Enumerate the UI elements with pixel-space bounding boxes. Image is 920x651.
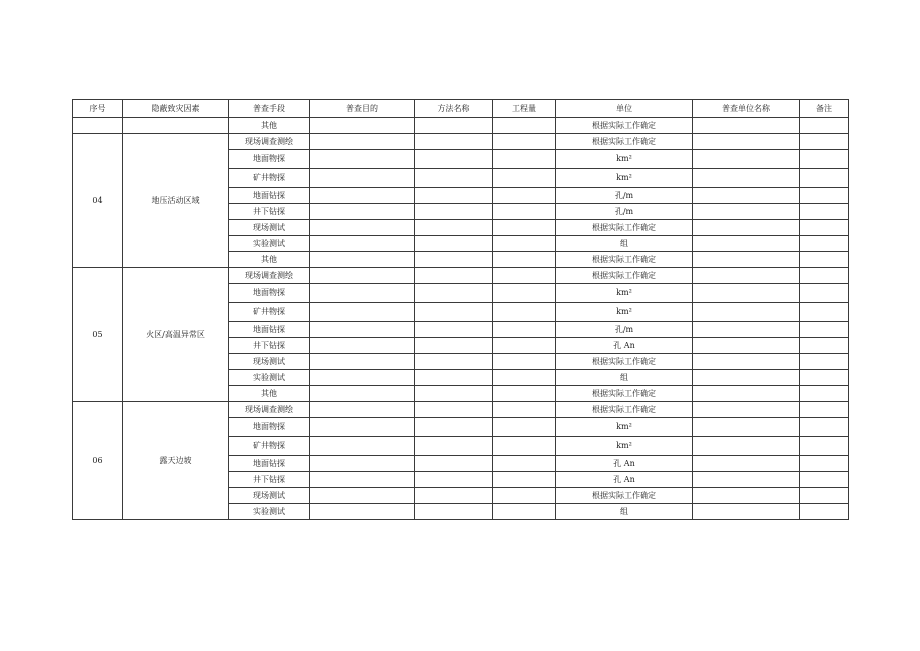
cell-org [693,188,800,204]
header-remark: 备注 [800,100,849,118]
cell-method: 地面钻探 [229,456,310,472]
cell-method: 现场测试 [229,354,310,370]
cell-method-name [415,118,493,134]
cell-method-name [415,472,493,488]
cell-purpose [310,134,415,150]
cell-remark [800,354,849,370]
cell-method-name [415,504,493,520]
cell-method-name [415,370,493,386]
cell-unit: km² [556,437,693,456]
cell-workload [493,504,556,520]
cell-purpose [310,268,415,284]
cell-org [693,169,800,188]
cell-method: 实验测试 [229,504,310,520]
cell-unit: km² [556,284,693,303]
cell-method: 其他 [229,118,310,134]
cell-unit: 孔 An [556,456,693,472]
table-row [73,268,849,284]
cell-remark [800,437,849,456]
header-row [73,100,849,118]
cell-workload [493,402,556,418]
cell-unit: 根据实际工作确定 [556,118,693,134]
header-org: 普查单位名称 [693,100,800,118]
cell-method-name [415,354,493,370]
table-row [73,118,849,134]
cell-org [693,150,800,169]
cell-method-name [415,268,493,284]
cell-unit: 根据实际工作确定 [556,268,693,284]
table-row [73,402,849,418]
cell-method-name [415,220,493,236]
cell-workload [493,236,556,252]
cell-workload [493,386,556,402]
cell-method: 矿井物探 [229,437,310,456]
cell-purpose [310,488,415,504]
cell-method-name [415,204,493,220]
cell-workload [493,252,556,268]
cell-purpose [310,236,415,252]
survey-table [72,99,849,520]
cell-purpose [310,252,415,268]
cell-remark [800,134,849,150]
cell-purpose [310,338,415,354]
cell-unit: 孔/m [556,204,693,220]
cell-unit: 根据实际工作确定 [556,488,693,504]
cell-unit: km² [556,169,693,188]
cell-no: 05 [73,268,123,402]
cell-method: 井下钻探 [229,204,310,220]
cell-no: 06 [73,402,123,520]
cell-unit: 孔 An [556,338,693,354]
cell-unit: 组 [556,236,693,252]
cell-org [693,488,800,504]
cell-org [693,252,800,268]
cell-org [693,370,800,386]
cell-remark [800,204,849,220]
cell-method-name [415,236,493,252]
cell-no [73,118,123,134]
cell-org [693,284,800,303]
cell-workload [493,134,556,150]
cell-org [693,322,800,338]
header-method: 普查手段 [229,100,310,118]
cell-unit: 根据实际工作确定 [556,386,693,402]
cell-workload [493,303,556,322]
cell-workload [493,268,556,284]
cell-org [693,354,800,370]
cell-factor: 地压活动区域 [123,134,229,268]
cell-workload [493,488,556,504]
cell-workload [493,188,556,204]
cell-unit: 孔 An [556,472,693,488]
cell-org [693,386,800,402]
cell-org [693,437,800,456]
cell-purpose [310,303,415,322]
cell-method: 现场调查测绘 [229,134,310,150]
cell-workload [493,322,556,338]
cell-remark [800,386,849,402]
cell-unit: km² [556,303,693,322]
cell-org [693,303,800,322]
cell-method-name [415,188,493,204]
cell-factor: 露天边坡 [123,402,229,520]
cell-method-name [415,418,493,437]
cell-purpose [310,437,415,456]
cell-unit: 孔/m [556,188,693,204]
cell-method: 现场测试 [229,488,310,504]
cell-method: 其他 [229,252,310,268]
cell-method-name [415,488,493,504]
cell-purpose [310,472,415,488]
cell-org [693,338,800,354]
cell-unit: 组 [556,370,693,386]
cell-remark [800,456,849,472]
cell-method: 井下钻探 [229,472,310,488]
cell-method-name [415,322,493,338]
cell-org [693,134,800,150]
cell-method: 现场调查测绘 [229,268,310,284]
cell-org [693,504,800,520]
cell-method: 实验测试 [229,370,310,386]
cell-purpose [310,204,415,220]
cell-org [693,204,800,220]
cell-org [693,402,800,418]
cell-method: 矿井物探 [229,303,310,322]
cell-method-name [415,338,493,354]
cell-remark [800,472,849,488]
cell-remark [800,150,849,169]
cell-method-name [415,169,493,188]
cell-workload [493,418,556,437]
cell-purpose [310,118,415,134]
header-workload: 工程量 [493,100,556,118]
cell-method-name [415,134,493,150]
header-no: 序号 [73,100,123,118]
cell-no: 04 [73,134,123,268]
cell-method-name [415,150,493,169]
cell-purpose [310,370,415,386]
cell-method-name [415,303,493,322]
cell-remark [800,284,849,303]
cell-org [693,220,800,236]
cell-remark [800,188,849,204]
cell-remark [800,118,849,134]
cell-unit: 根据实际工作确定 [556,220,693,236]
cell-workload [493,204,556,220]
cell-workload [493,472,556,488]
cell-org [693,456,800,472]
cell-purpose [310,456,415,472]
cell-purpose [310,354,415,370]
cell-unit: 根据实际工作确定 [556,252,693,268]
cell-org [693,418,800,437]
cell-purpose [310,188,415,204]
cell-remark [800,236,849,252]
header-purpose: 普查目的 [310,100,415,118]
cell-method: 井下钻探 [229,338,310,354]
cell-purpose [310,169,415,188]
cell-remark [800,370,849,386]
cell-org [693,236,800,252]
cell-workload [493,370,556,386]
cell-remark [800,268,849,284]
cell-purpose [310,402,415,418]
cell-remark [800,169,849,188]
cell-workload [493,150,556,169]
cell-method: 地面物探 [229,284,310,303]
cell-purpose [310,150,415,169]
header-factor: 隐蔽致灾因素 [123,100,229,118]
cell-method: 实验测试 [229,236,310,252]
cell-method-name [415,402,493,418]
cell-unit: 组 [556,504,693,520]
cell-method: 地面物探 [229,418,310,437]
table-row [73,134,849,150]
cell-method: 地面钻探 [229,322,310,338]
cell-workload [493,169,556,188]
cell-method: 矿井物探 [229,169,310,188]
cell-remark [800,418,849,437]
cell-remark [800,252,849,268]
cell-purpose [310,418,415,437]
cell-workload [493,220,556,236]
cell-unit: 根据实际工作确定 [556,134,693,150]
header-method-name: 方法名称 [415,100,493,118]
cell-unit: km² [556,418,693,437]
cell-purpose [310,284,415,303]
cell-purpose [310,322,415,338]
table-body [73,118,849,520]
cell-factor [123,118,229,134]
cell-unit: 根据实际工作确定 [556,354,693,370]
cell-org [693,268,800,284]
cell-method-name [415,252,493,268]
cell-unit: 根据实际工作确定 [556,402,693,418]
cell-unit: km² [556,150,693,169]
cell-org [693,472,800,488]
cell-purpose [310,220,415,236]
cell-remark [800,504,849,520]
cell-method-name [415,437,493,456]
cell-workload [493,284,556,303]
cell-remark [800,488,849,504]
cell-factor: 火区/高温异常区 [123,268,229,402]
header-unit: 单位 [556,100,693,118]
cell-method: 现场调查测绘 [229,402,310,418]
cell-method: 现场测试 [229,220,310,236]
cell-workload [493,456,556,472]
cell-method-name [415,386,493,402]
cell-remark [800,303,849,322]
cell-method: 其他 [229,386,310,402]
cell-method: 地面钻探 [229,188,310,204]
cell-workload [493,437,556,456]
cell-remark [800,402,849,418]
cell-remark [800,338,849,354]
cell-workload [493,338,556,354]
cell-purpose [310,504,415,520]
cell-method-name [415,284,493,303]
cell-remark [800,220,849,236]
cell-workload [493,354,556,370]
cell-purpose [310,386,415,402]
cell-remark [800,322,849,338]
cell-workload [493,118,556,134]
cell-org [693,118,800,134]
cell-unit: 孔/m [556,322,693,338]
cell-method: 地面物探 [229,150,310,169]
cell-method-name [415,456,493,472]
